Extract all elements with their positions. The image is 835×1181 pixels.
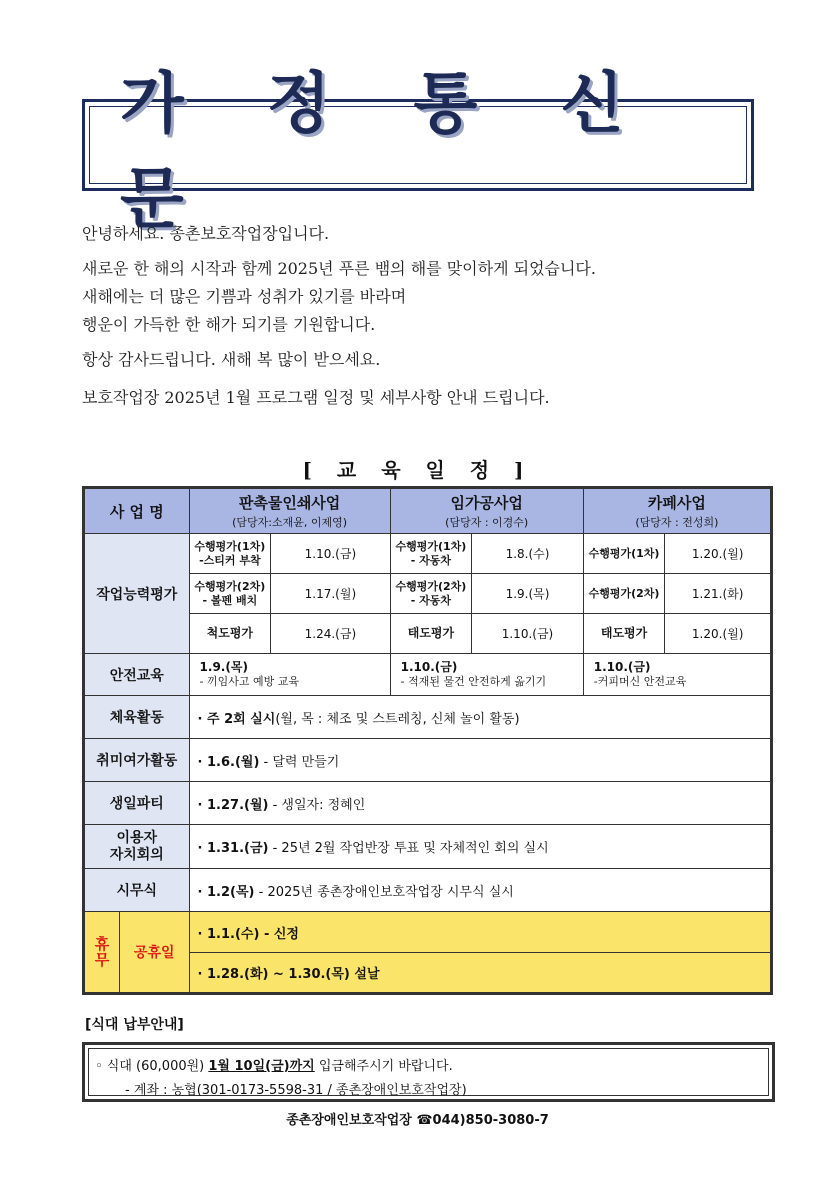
sports-detail: · 주 2회 실시(월, 목 : 체조 및 스트레칭, 신체 놀이 활동)	[189, 696, 771, 739]
intro-line-6: 보호작업장 2025년 1월 프로그램 일정 및 세부사항 안내 드립니다.	[82, 388, 550, 407]
schedule-table	[82, 486, 773, 995]
council-label: 이용자 자치회의	[84, 825, 190, 869]
eval-1-c3-label: 수행평가(1차)	[583, 534, 665, 574]
intro-line-3: 새해에는 더 많은 기쁨과 성취가 있기를 바라며	[82, 287, 407, 306]
activity-row-birthday	[84, 782, 772, 825]
eval-2-c1-label: 수행평가(2차) - 볼펜 배치	[189, 574, 271, 614]
eval-3-c3-date: 1.20.(월)	[665, 614, 772, 654]
footer-contact: 종촌장애인보호작업장 ☎044)850-3080-7	[286, 1113, 549, 1128]
header-col-cafe: 카페사업 (담당자 : 전성희)	[583, 488, 771, 534]
activity-row-hobby	[84, 739, 772, 782]
header-label: 사 업 명	[84, 488, 190, 534]
safety-row	[84, 654, 772, 696]
sports-label: 체육활동	[84, 696, 190, 739]
eval-1-c3-date: 1.20.(월)	[665, 534, 772, 574]
holiday-item-seollal: · 1.28.(화) ~ 1.30.(목) 설날	[189, 953, 771, 994]
meal-payment-line: ◦ 식대 (60,000원) 1월 10일(금)까지 입금해주시기 바랍니다.	[95, 1059, 453, 1074]
ceremony-label: 시무식	[84, 869, 190, 912]
intro-line-1: 안녕하세요. 종촌보호작업장입니다.	[82, 224, 330, 243]
holiday-label: 공휴일	[119, 912, 189, 994]
council-detail: · 1.31.(금) - 25년 2월 작업반장 투표 및 자체적인 회의 실시	[189, 825, 771, 869]
activity-row-ceremony	[84, 869, 772, 912]
eval-2-c3-label: 수행평가(2차)	[583, 574, 665, 614]
safety-label: 안전교육	[84, 654, 190, 696]
eval-3-c2-date: 1.10.(금)	[472, 614, 584, 654]
eval-row-1	[84, 534, 772, 574]
birthday-detail: · 1.27.(월) - 생일자: 정혜인	[189, 782, 771, 825]
header-row	[84, 488, 772, 534]
eval-1-c1-label: 수행평가(1차) -스티커 부착	[189, 534, 271, 574]
eval-2-c2-date: 1.9.(목)	[472, 574, 584, 614]
safety-c1: 1.9.(목) - 끼임사고 예방 교육	[189, 654, 390, 696]
eval-3-c2-label: 태도평가	[390, 614, 472, 654]
ceremony-detail: · 1.2(목) - 2025년 종촌장애인보호작업장 시무식 실시	[189, 869, 771, 912]
intro-line-4: 행운이 가득한 한 해가 되기를 기원합니다.	[82, 315, 376, 334]
eval-1-c2-label: 수행평가(1차) - 자동차	[390, 534, 472, 574]
eval-label: 작업능력평가	[84, 534, 190, 654]
activity-row-council	[84, 825, 772, 869]
page-title: 가 정 통 신 문	[120, 65, 654, 237]
meal-notice-box	[82, 1042, 775, 1102]
hobby-label: 취미여가활동	[84, 739, 190, 782]
intro-line-5: 항상 감사드립니다. 새해 복 많이 받으세요.	[82, 350, 381, 369]
safety-c3: 1.10.(금) -커피머신 안전교육	[583, 654, 771, 696]
eval-2-c1-date: 1.17.(월)	[271, 574, 390, 614]
eval-2-c3-date: 1.21.(화)	[665, 574, 772, 614]
eval-3-c3-label: 태도평가	[583, 614, 665, 654]
eval-1-c2-date: 1.8.(수)	[472, 534, 584, 574]
eval-3-c1-label: 척도평가	[189, 614, 271, 654]
activity-row-sports	[84, 696, 772, 739]
meal-section-title: [식대 납부안내]	[85, 1017, 184, 1033]
safety-c2: 1.10.(금) - 적재된 물건 안전하게 옮기기	[390, 654, 583, 696]
section-title: [ 교 육 일 정 ]	[302, 458, 533, 482]
eval-2-c2-label: 수행평가(2차) - 자동차	[390, 574, 472, 614]
header-col-processing: 임가공사업 (담당자 : 이경수)	[390, 488, 583, 534]
header-col-printing: 판촉물인쇄사업 (담당자:소재윤, 이제영)	[189, 488, 390, 534]
holiday-side-label: 휴 무	[84, 912, 120, 994]
holiday-item-newyear: · 1.1.(수) - 신정	[189, 912, 771, 953]
hobby-detail: · 1.6.(월) - 달력 만들기	[189, 739, 771, 782]
eval-3-c1-date: 1.24.(금)	[271, 614, 390, 654]
holiday-row-1	[84, 912, 772, 953]
birthday-label: 생일파티	[84, 782, 190, 825]
intro-line-2: 새로운 한 해의 시작과 함께 2025년 푸른 뱀의 해를 맞이하게 되었습니다.	[82, 259, 596, 278]
meal-notice-inner	[88, 1048, 769, 1096]
meal-account-line: - 계좌 : 농협(301-0173-5598-31 / 종촌장애인보호작업장)	[125, 1083, 467, 1098]
eval-1-c1-date: 1.10.(금)	[271, 534, 390, 574]
